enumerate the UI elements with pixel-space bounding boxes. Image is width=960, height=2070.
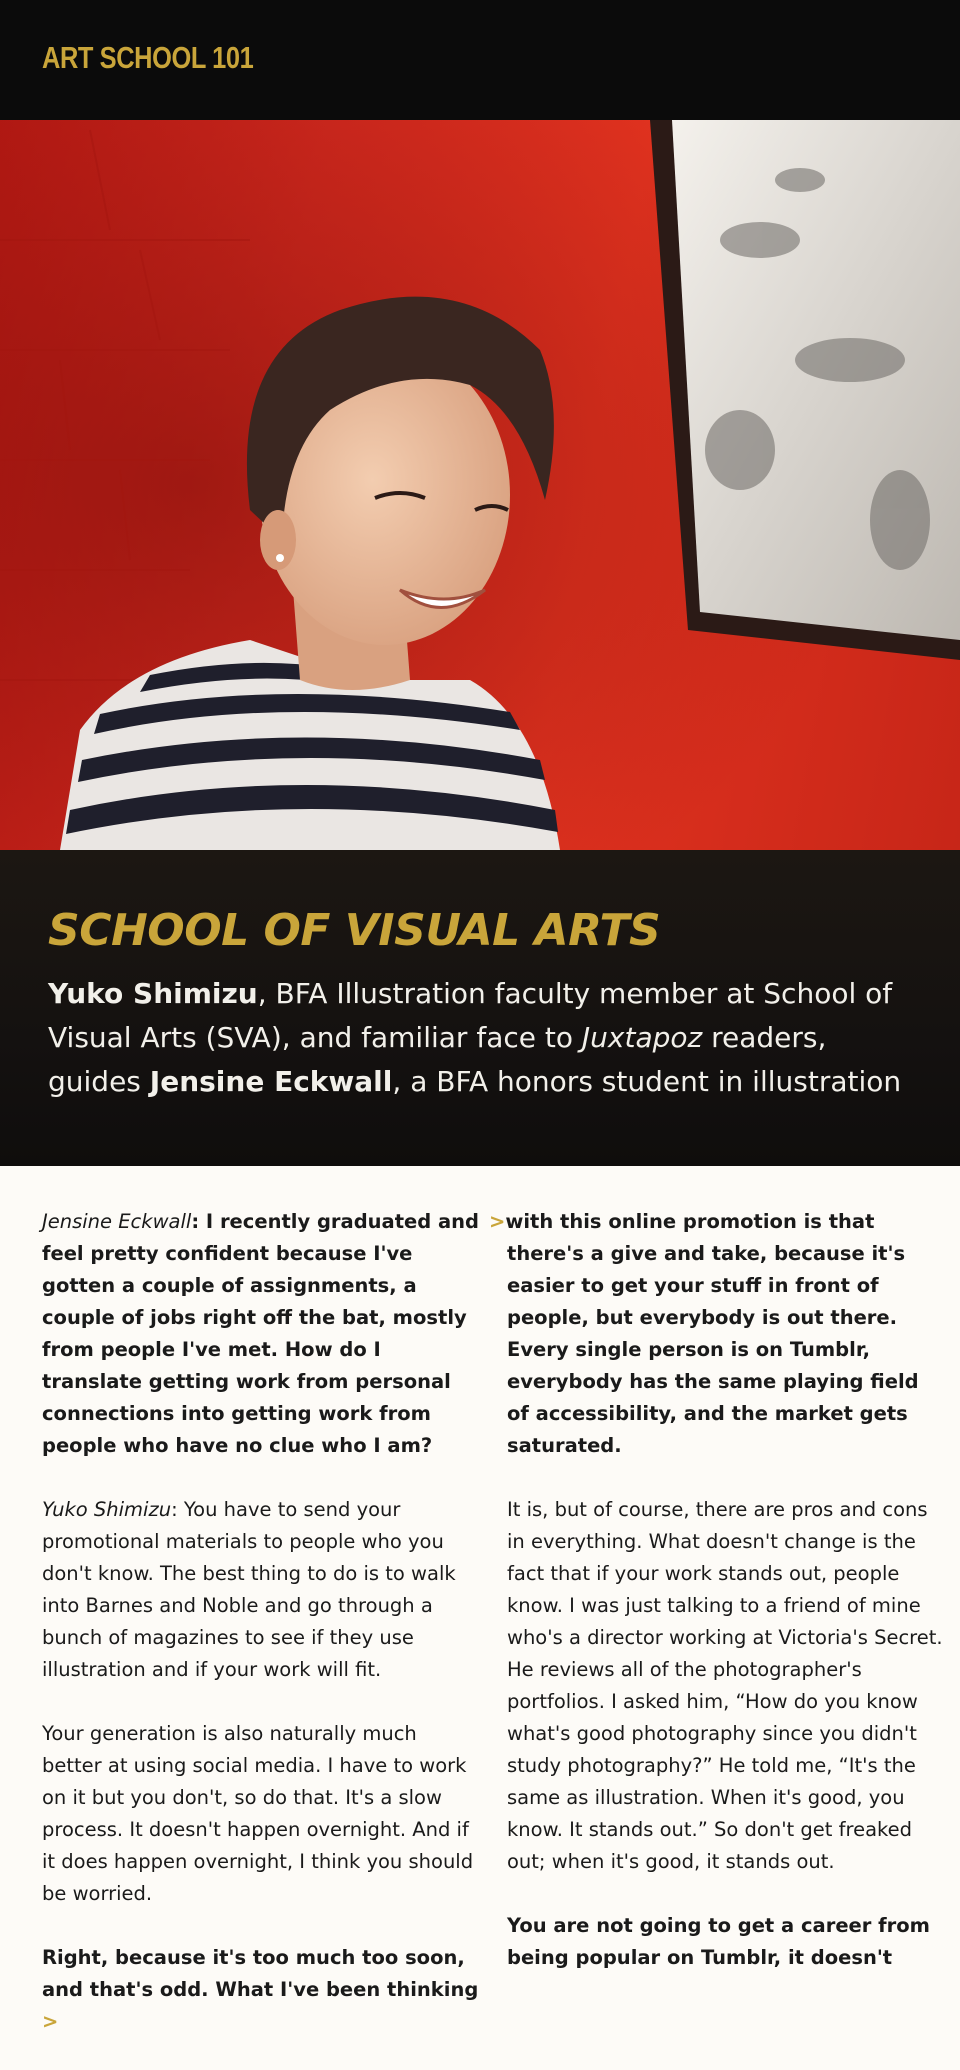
intro-text (48, 972, 928, 1104)
question-paragraph (42, 1942, 482, 2038)
earring (276, 554, 284, 562)
portrait-photo (0, 120, 960, 850)
paragraph-text: : You have to send your promotional materials to people who you don't know. The best thing to do is to walk into Barnes and Noble and go through a bunch of magazines to see if they use illustration and if your work will fit. (42, 1498, 456, 1681)
intro-name-student: Jensine Eckwall (149, 1065, 393, 1098)
question-paragraph (42, 1206, 482, 1462)
paragraph-text: : I recently graduated and feel pretty confident because I've gotten a couple of assignments, a couple of jobs right off the bat, mostly from people I've met. How do I translate getting work from personal connections into getting work from people who have no clue who I am? (42, 1210, 479, 1457)
wall-frame (650, 120, 960, 660)
section-label: ART SCHOOL 101 (42, 40, 254, 75)
top-bar (0, 0, 960, 120)
paragraph-text: Right, because it's too much too soon, and that's odd. What I've been thinking (42, 1946, 479, 2001)
portrait-illustration (0, 120, 960, 850)
question-paragraph: You are not going to get a career from being popular on Tumblr, it doesn't (507, 1914, 931, 1969)
intro-name-faculty: Yuko Shimizu (48, 977, 258, 1010)
intro-text-2: readers, guides (48, 1021, 827, 1098)
question-paragraph (489, 1206, 947, 1462)
article-column-right (489, 1206, 947, 2006)
school-name: SCHOOL OF VISUAL ARTS (48, 905, 661, 956)
answer-paragraph: It is, but of course, there are pros and cons in everything. What doesn't change is the fact that if your work stands out, people know. I was just talking to a friend of mine who's a director working at Victoria's Secret. He reviews all of the photographer's portfolios. I asked him, “How do you know what's good photography since you didn't study photography?” He told me, “It's the same as illustration. When it's good, you know. It stands out.” So don't get freaked out; when it's good, it stands out. (507, 1498, 943, 1873)
continue-arrow-icon: > (42, 2010, 59, 2033)
speaker-name: Jensine Eckwall (42, 1210, 192, 1233)
continue-arrow-icon: > (489, 1210, 506, 1233)
intro-text-1: , BFA Illustration faculty member at School of Visual Arts (SVA), and familiar face to (48, 977, 893, 1054)
intro-text-3: , a BFA honors student in illustration (392, 1065, 902, 1098)
intro-magazine: Juxtapoz (581, 1021, 703, 1054)
answer-paragraph: Your generation is also naturally much better at using social media. I have to work on it but you don't, so do that. It's a slow process. It doesn't happen overnight. And if it does happen overnight, I think you should be worried. (42, 1722, 474, 1905)
paragraph-text: with this online promotion is that there's a give and take, because it's easier to get your stuff in front of people, but everybody is out there. Every single person is on Tumblr, everybody has the same playing field of accessibility, and the market gets saturated. (505, 1210, 919, 1457)
answer-paragraph (42, 1494, 482, 1686)
article-column-left (42, 1206, 482, 2070)
speaker-name: Yuko Shimizu (42, 1498, 172, 1521)
